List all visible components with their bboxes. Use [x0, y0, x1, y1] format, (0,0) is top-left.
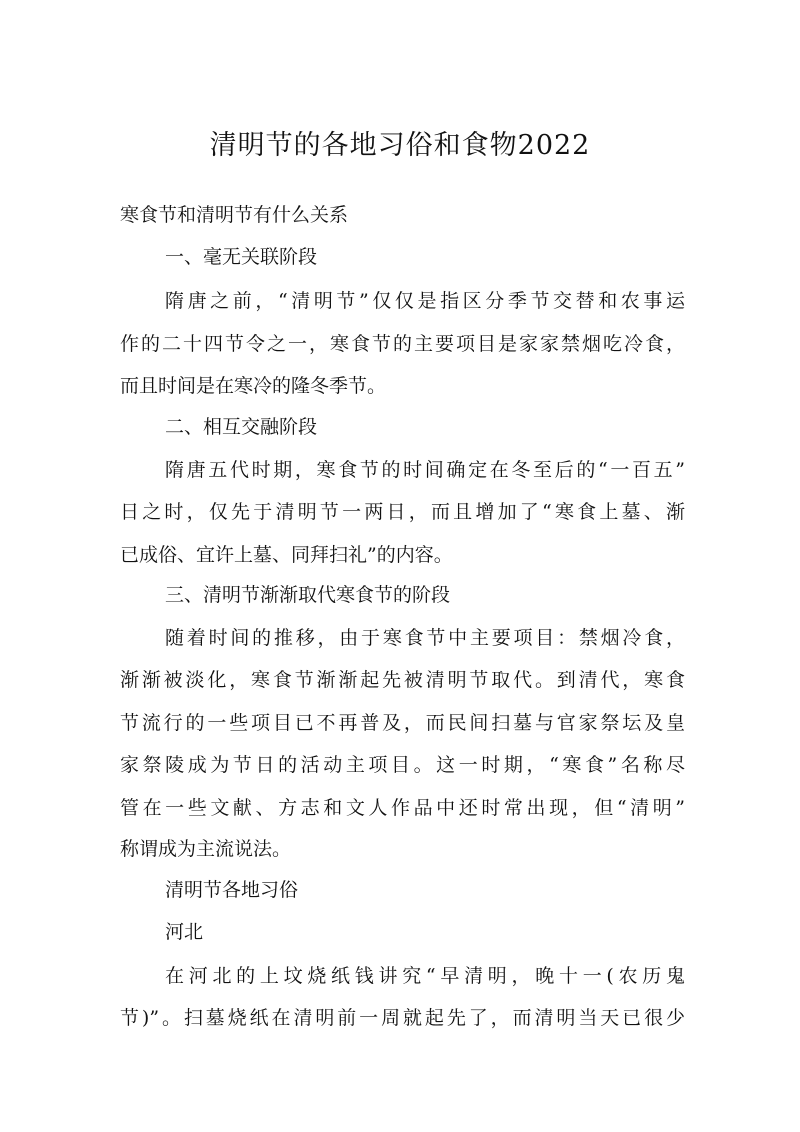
paragraph-line: 已成俗、宜许上墓、同拜扫礼”的内容。: [120, 544, 453, 566]
paragraph-line: 随着时间的推移，由于寒食节中主要项目：禁烟冷食，: [165, 627, 685, 649]
paragraph-line: 在河北的上坟烧纸钱讲究“早清明，晚十一(农历鬼: [165, 965, 685, 987]
paragraph-line: 节流行的一些项目已不再普及，而民间扫墓与官家祭坛及皇: [120, 712, 685, 734]
section-heading: 清明节各地习俗: [165, 879, 299, 901]
paragraph-line: 管在一些文献、方志和文人作品中还时常出现，但“清明”: [120, 797, 685, 819]
paragraph-line: 隋唐之前，“清明节”仅仅是指区分季节交替和农事运: [165, 290, 685, 312]
paragraph-line: 家祭陵成为节日的活动主项目。这一时期，“寒食”名称尽: [120, 754, 685, 776]
paragraph-line: 而且时间是在寒冷的隆冬季节。: [120, 375, 387, 397]
paragraph-line: 隋唐五代时期，寒食节的时间确定在冬至后的“一百五”: [165, 459, 685, 481]
subheading: 二、相互交融阶段: [165, 416, 318, 438]
document-title: 清明节的各地习俗和食物2022: [209, 130, 591, 161]
subheading: 三、清明节渐渐取代寒食节的阶段: [165, 584, 451, 606]
paragraph-line: 作的二十四节令之一，寒食节的主要项目是家家禁烟吃冷食，: [120, 333, 685, 355]
paragraph-line: 节)”。扫墓烧纸在清明前一周就起先了，而清明当天已很少: [120, 1007, 685, 1029]
paragraph-line: 日之时，仅先于清明节一两日，而且增加了“寒食上墓、渐: [120, 501, 685, 523]
region-heading: 河北: [165, 921, 204, 943]
section-heading: 寒食节和清明节有什么关系: [120, 204, 349, 226]
paragraph-line: 渐渐被淡化，寒食节渐渐起先被清明节取代。到清代，寒食: [120, 669, 685, 691]
subheading: 一、毫无关联阶段: [165, 246, 318, 268]
paragraph-line: 称谓成为主流说法。: [120, 838, 292, 860]
